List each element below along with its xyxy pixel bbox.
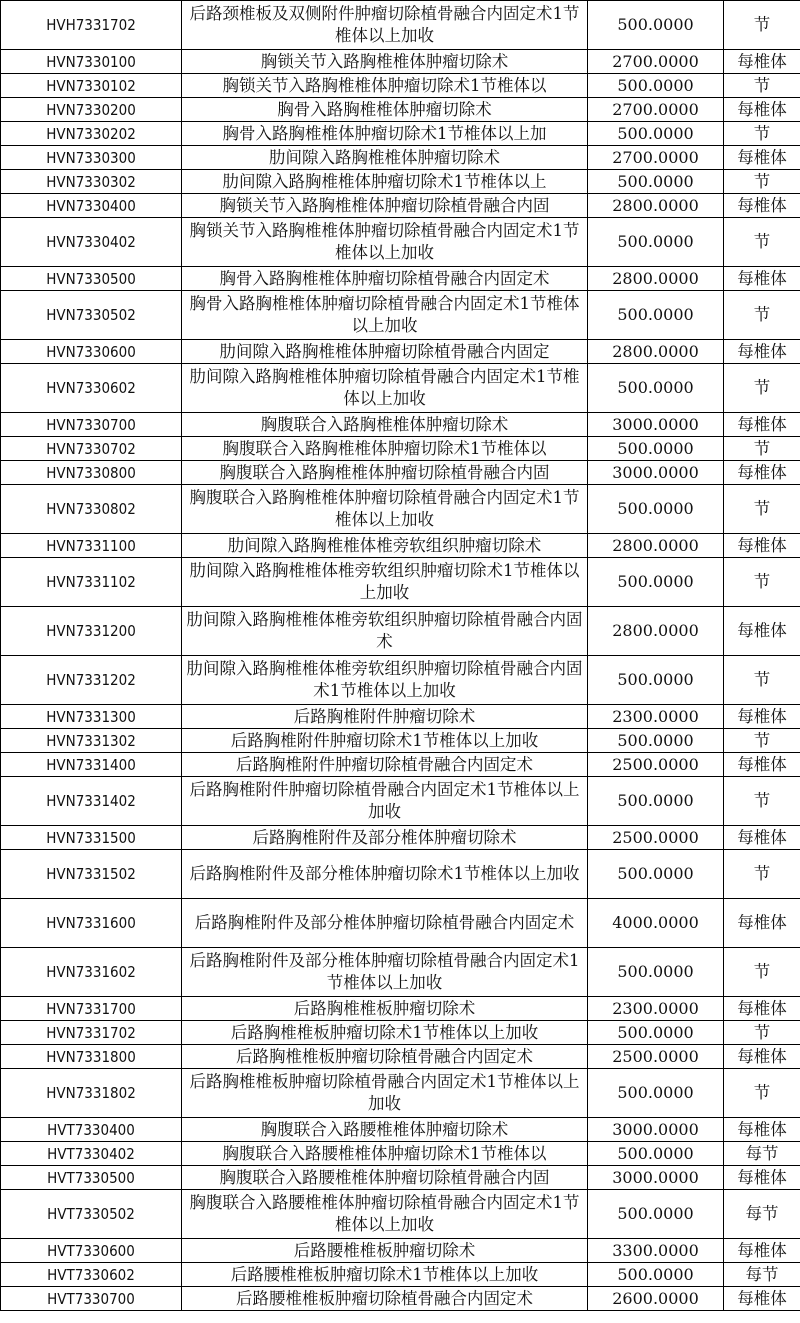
item-unit: 节	[724, 74, 800, 98]
item-unit: 节	[724, 122, 800, 146]
table-row	[1, 364, 800, 413]
item-price: 500.0000	[588, 850, 724, 899]
item-unit: 节	[724, 948, 800, 997]
item-unit: 每节	[724, 1263, 800, 1287]
item-unit: 每椎体	[724, 534, 800, 558]
item-unit: 每椎体	[724, 98, 800, 122]
item-code: HVN7330202	[1, 122, 182, 146]
item-code: HVT7330602	[1, 1263, 182, 1287]
item-code: HVN7331400	[1, 753, 182, 777]
item-unit: 每椎体	[724, 1045, 800, 1069]
item-name: 肋间隙入路胸椎椎体椎旁软组织肿瘤切除术	[182, 534, 588, 558]
item-price: 500.0000	[588, 1263, 724, 1287]
item-code: HVN7331402	[1, 777, 182, 826]
item-code: HVT7330700	[1, 1287, 182, 1311]
fee-table-body	[1, 1, 800, 1311]
item-unit: 节	[724, 777, 800, 826]
table-row	[1, 705, 800, 729]
table-row	[1, 340, 800, 364]
table-row	[1, 1142, 800, 1166]
item-unit: 每椎体	[724, 413, 800, 437]
item-name: 胸腹联合入路腰椎椎体肿瘤切除术1节椎体以	[182, 1142, 588, 1166]
item-price: 2800.0000	[588, 607, 724, 656]
item-name: 后路胸椎椎板肿瘤切除术	[182, 997, 588, 1021]
item-unit: 每椎体	[724, 826, 800, 850]
table-row	[1, 777, 800, 826]
item-unit: 每椎体	[724, 267, 800, 291]
item-price: 500.0000	[588, 485, 724, 534]
item-name: 肋间隙入路胸椎椎体肿瘤切除植骨融合内固定术1节椎体以上加收	[182, 364, 588, 413]
item-price: 500.0000	[588, 1021, 724, 1045]
item-name: 肋间隙入路胸椎椎体椎旁软组织肿瘤切除植骨融合内固术	[182, 607, 588, 656]
item-unit: 节	[724, 850, 800, 899]
table-row	[1, 122, 800, 146]
item-price: 500.0000	[588, 218, 724, 267]
item-unit: 每椎体	[724, 899, 800, 948]
table-row	[1, 948, 800, 997]
item-name: 胸骨入路胸椎椎体肿瘤切除术	[182, 98, 588, 122]
item-code: HVN7331602	[1, 948, 182, 997]
item-unit: 节	[724, 218, 800, 267]
item-name: 肋间隙入路胸椎椎体肿瘤切除术	[182, 146, 588, 170]
item-name: 后路胸椎椎板肿瘤切除术1节椎体以上加收	[182, 1021, 588, 1045]
item-code: HVN7331202	[1, 656, 182, 705]
table-row	[1, 850, 800, 899]
item-code: HVT7330500	[1, 1166, 182, 1190]
item-code: HVH7331702	[1, 1, 182, 50]
table-row	[1, 826, 800, 850]
table-row	[1, 558, 800, 607]
item-code: HVN7331802	[1, 1069, 182, 1118]
item-name: 胸骨入路胸椎椎体肿瘤切除植骨融合内固定术	[182, 267, 588, 291]
item-name: 肋间隙入路胸椎椎体肿瘤切除术1节椎体以上	[182, 170, 588, 194]
item-price: 500.0000	[588, 1069, 724, 1118]
item-name: 胸骨入路胸椎椎体肿瘤切除术1节椎体以上加	[182, 122, 588, 146]
item-code: HVN7330800	[1, 461, 182, 485]
item-price: 3000.0000	[588, 1118, 724, 1142]
item-price: 2500.0000	[588, 826, 724, 850]
item-price: 2500.0000	[588, 753, 724, 777]
item-price: 2500.0000	[588, 1045, 724, 1069]
item-code: HVT7330402	[1, 1142, 182, 1166]
item-name: 胸腹联合入路胸椎椎体肿瘤切除术1节椎体以	[182, 437, 588, 461]
item-name: 胸腹联合入路腰椎椎体肿瘤切除植骨融合内固	[182, 1166, 588, 1190]
item-name: 后路胸椎附件及部分椎体肿瘤切除植骨融合内固定术1节椎体以上加收	[182, 948, 588, 997]
item-price: 3000.0000	[588, 1166, 724, 1190]
item-price: 500.0000	[588, 122, 724, 146]
item-code: HVN7331200	[1, 607, 182, 656]
item-unit: 每椎体	[724, 1239, 800, 1263]
table-row	[1, 656, 800, 705]
item-price: 500.0000	[588, 777, 724, 826]
item-code: HVN7330802	[1, 485, 182, 534]
item-unit: 节	[724, 1, 800, 50]
item-code: HVN7330700	[1, 413, 182, 437]
item-unit: 每椎体	[724, 705, 800, 729]
item-name: 胸腹联合入路胸椎椎体肿瘤切除植骨融合内固定术1节椎体以上加收	[182, 485, 588, 534]
item-name: 胸腹联合入路腰椎椎体肿瘤切除术	[182, 1118, 588, 1142]
item-price: 2800.0000	[588, 267, 724, 291]
item-code: HVT7330502	[1, 1190, 182, 1239]
item-code: HVN7331502	[1, 850, 182, 899]
item-unit: 每椎体	[724, 997, 800, 1021]
item-price: 500.0000	[588, 1, 724, 50]
table-row	[1, 437, 800, 461]
item-name: 肋间隙入路胸椎椎体椎旁软组织肿瘤切除术1节椎体以上加收	[182, 558, 588, 607]
item-code: HVN7331500	[1, 826, 182, 850]
item-unit: 节	[724, 437, 800, 461]
item-name: 后路颈椎板及双侧附件肿瘤切除植骨融合内固定术1节椎体以上加收	[182, 1, 588, 50]
item-unit: 每节	[724, 1142, 800, 1166]
item-name: 肋间隙入路胸椎椎体椎旁软组织肿瘤切除植骨融合内固术1节椎体以上加收	[182, 656, 588, 705]
table-row	[1, 461, 800, 485]
table-row	[1, 413, 800, 437]
item-price: 2700.0000	[588, 50, 724, 74]
item-code: HVN7330100	[1, 50, 182, 74]
item-price: 2800.0000	[588, 534, 724, 558]
item-price: 500.0000	[588, 656, 724, 705]
item-price: 4000.0000	[588, 899, 724, 948]
item-code: HVN7330500	[1, 267, 182, 291]
item-name: 后路胸椎椎板肿瘤切除植骨融合内固定术1节椎体以上加收	[182, 1069, 588, 1118]
item-code: HVN7331700	[1, 997, 182, 1021]
item-code: HVN7330200	[1, 98, 182, 122]
table-row	[1, 1069, 800, 1118]
item-name: 后路胸椎附件肿瘤切除术1节椎体以上加收	[182, 729, 588, 753]
item-name: 胸骨入路胸椎椎体肿瘤切除植骨融合内固定术1节椎体以上加收	[182, 291, 588, 340]
item-code: HVT7330400	[1, 1118, 182, 1142]
item-price: 500.0000	[588, 558, 724, 607]
item-code: HVT7330600	[1, 1239, 182, 1263]
item-price: 500.0000	[588, 364, 724, 413]
item-unit: 节	[724, 1021, 800, 1045]
item-name: 胸腹联合入路腰椎椎体肿瘤切除植骨融合内固定术1节椎体以上加收	[182, 1190, 588, 1239]
item-unit: 节	[724, 656, 800, 705]
table-row	[1, 1239, 800, 1263]
item-unit: 每椎体	[724, 753, 800, 777]
item-price: 500.0000	[588, 437, 724, 461]
item-price: 500.0000	[588, 729, 724, 753]
item-code: HVN7331100	[1, 534, 182, 558]
table-row	[1, 170, 800, 194]
item-name: 胸腹联合入路胸椎椎体肿瘤切除植骨融合内固	[182, 461, 588, 485]
item-unit: 每椎体	[724, 146, 800, 170]
item-price: 500.0000	[588, 1142, 724, 1166]
item-code: HVN7330402	[1, 218, 182, 267]
item-unit: 每椎体	[724, 607, 800, 656]
item-unit: 每椎体	[724, 1287, 800, 1311]
item-name: 后路胸椎附件及部分椎体肿瘤切除植骨融合内固定术	[182, 899, 588, 948]
table-row	[1, 729, 800, 753]
item-price: 3300.0000	[588, 1239, 724, 1263]
table-row	[1, 1263, 800, 1287]
table-row	[1, 534, 800, 558]
table-row	[1, 1118, 800, 1142]
table-row	[1, 291, 800, 340]
table-row	[1, 1045, 800, 1069]
item-name: 后路腰椎椎板肿瘤切除术1节椎体以上加收	[182, 1263, 588, 1287]
item-name: 胸腹联合入路胸椎椎体肿瘤切除术	[182, 413, 588, 437]
item-unit: 节	[724, 170, 800, 194]
table-row	[1, 146, 800, 170]
item-price: 3000.0000	[588, 413, 724, 437]
item-name: 胸锁关节入路胸椎椎体肿瘤切除术	[182, 50, 588, 74]
item-code: HVN7330400	[1, 194, 182, 218]
item-price: 2300.0000	[588, 997, 724, 1021]
table-row	[1, 1166, 800, 1190]
table-row	[1, 74, 800, 98]
item-code: HVN7330102	[1, 74, 182, 98]
item-name: 后路胸椎附件及部分椎体肿瘤切除术	[182, 826, 588, 850]
item-unit: 每椎体	[724, 461, 800, 485]
item-code: HVN7331702	[1, 1021, 182, 1045]
item-unit: 节	[724, 1069, 800, 1118]
item-price: 2300.0000	[588, 705, 724, 729]
table-row	[1, 218, 800, 267]
item-code: HVN7330300	[1, 146, 182, 170]
item-name: 后路腰椎椎板肿瘤切除术	[182, 1239, 588, 1263]
item-code: HVN7331102	[1, 558, 182, 607]
item-code: HVN7330302	[1, 170, 182, 194]
item-name: 胸锁关节入路胸椎椎体肿瘤切除术1节椎体以	[182, 74, 588, 98]
item-code: HVN7331800	[1, 1045, 182, 1069]
item-name: 胸锁关节入路胸椎椎体肿瘤切除植骨融合内固	[182, 194, 588, 218]
item-code: HVN7330600	[1, 340, 182, 364]
item-price: 500.0000	[588, 291, 724, 340]
table-row	[1, 997, 800, 1021]
item-unit: 每椎体	[724, 50, 800, 74]
table-row	[1, 98, 800, 122]
item-code: HVN7330702	[1, 437, 182, 461]
item-unit: 每椎体	[724, 1166, 800, 1190]
item-price: 2600.0000	[588, 1287, 724, 1311]
table-row	[1, 1287, 800, 1311]
item-price: 500.0000	[588, 170, 724, 194]
item-name: 肋间隙入路胸椎椎体肿瘤切除植骨融合内固定	[182, 340, 588, 364]
item-unit: 每椎体	[724, 194, 800, 218]
table-row	[1, 267, 800, 291]
item-name: 后路胸椎附件及部分椎体肿瘤切除术1节椎体以上加收	[182, 850, 588, 899]
table-row	[1, 1, 800, 50]
item-name: 后路胸椎椎板肿瘤切除植骨融合内固定术	[182, 1045, 588, 1069]
item-unit: 节	[724, 364, 800, 413]
item-unit: 节	[724, 558, 800, 607]
item-price: 2800.0000	[588, 194, 724, 218]
table-row	[1, 1190, 800, 1239]
item-code: HVN7330602	[1, 364, 182, 413]
item-price: 500.0000	[588, 1190, 724, 1239]
item-code: HVN7331600	[1, 899, 182, 948]
item-price: 500.0000	[588, 74, 724, 98]
item-unit: 节	[724, 729, 800, 753]
item-unit: 每椎体	[724, 340, 800, 364]
table-row	[1, 50, 800, 74]
item-code: HVN7331300	[1, 705, 182, 729]
item-price: 2800.0000	[588, 340, 724, 364]
item-code: HVN7330502	[1, 291, 182, 340]
item-name: 后路胸椎附件肿瘤切除植骨融合内固定术1节椎体以上加收	[182, 777, 588, 826]
item-name: 后路胸椎附件肿瘤切除植骨融合内固定术	[182, 753, 588, 777]
item-unit: 每椎体	[724, 1118, 800, 1142]
table-row	[1, 607, 800, 656]
item-price: 2700.0000	[588, 98, 724, 122]
item-code: HVN7331302	[1, 729, 182, 753]
table-row	[1, 1021, 800, 1045]
table-row	[1, 194, 800, 218]
item-name: 后路腰椎椎板肿瘤切除植骨融合内固定术	[182, 1287, 588, 1311]
item-unit: 节	[724, 485, 800, 534]
table-row	[1, 753, 800, 777]
item-name: 胸锁关节入路胸椎椎体肿瘤切除植骨融合内固定术1节椎体以上加收	[182, 218, 588, 267]
item-name: 后路胸椎附件肿瘤切除术	[182, 705, 588, 729]
item-price: 3000.0000	[588, 461, 724, 485]
item-unit: 节	[724, 291, 800, 340]
item-unit: 每节	[724, 1190, 800, 1239]
item-price: 500.0000	[588, 948, 724, 997]
table-row	[1, 899, 800, 948]
table-row	[1, 485, 800, 534]
item-price: 2700.0000	[588, 146, 724, 170]
